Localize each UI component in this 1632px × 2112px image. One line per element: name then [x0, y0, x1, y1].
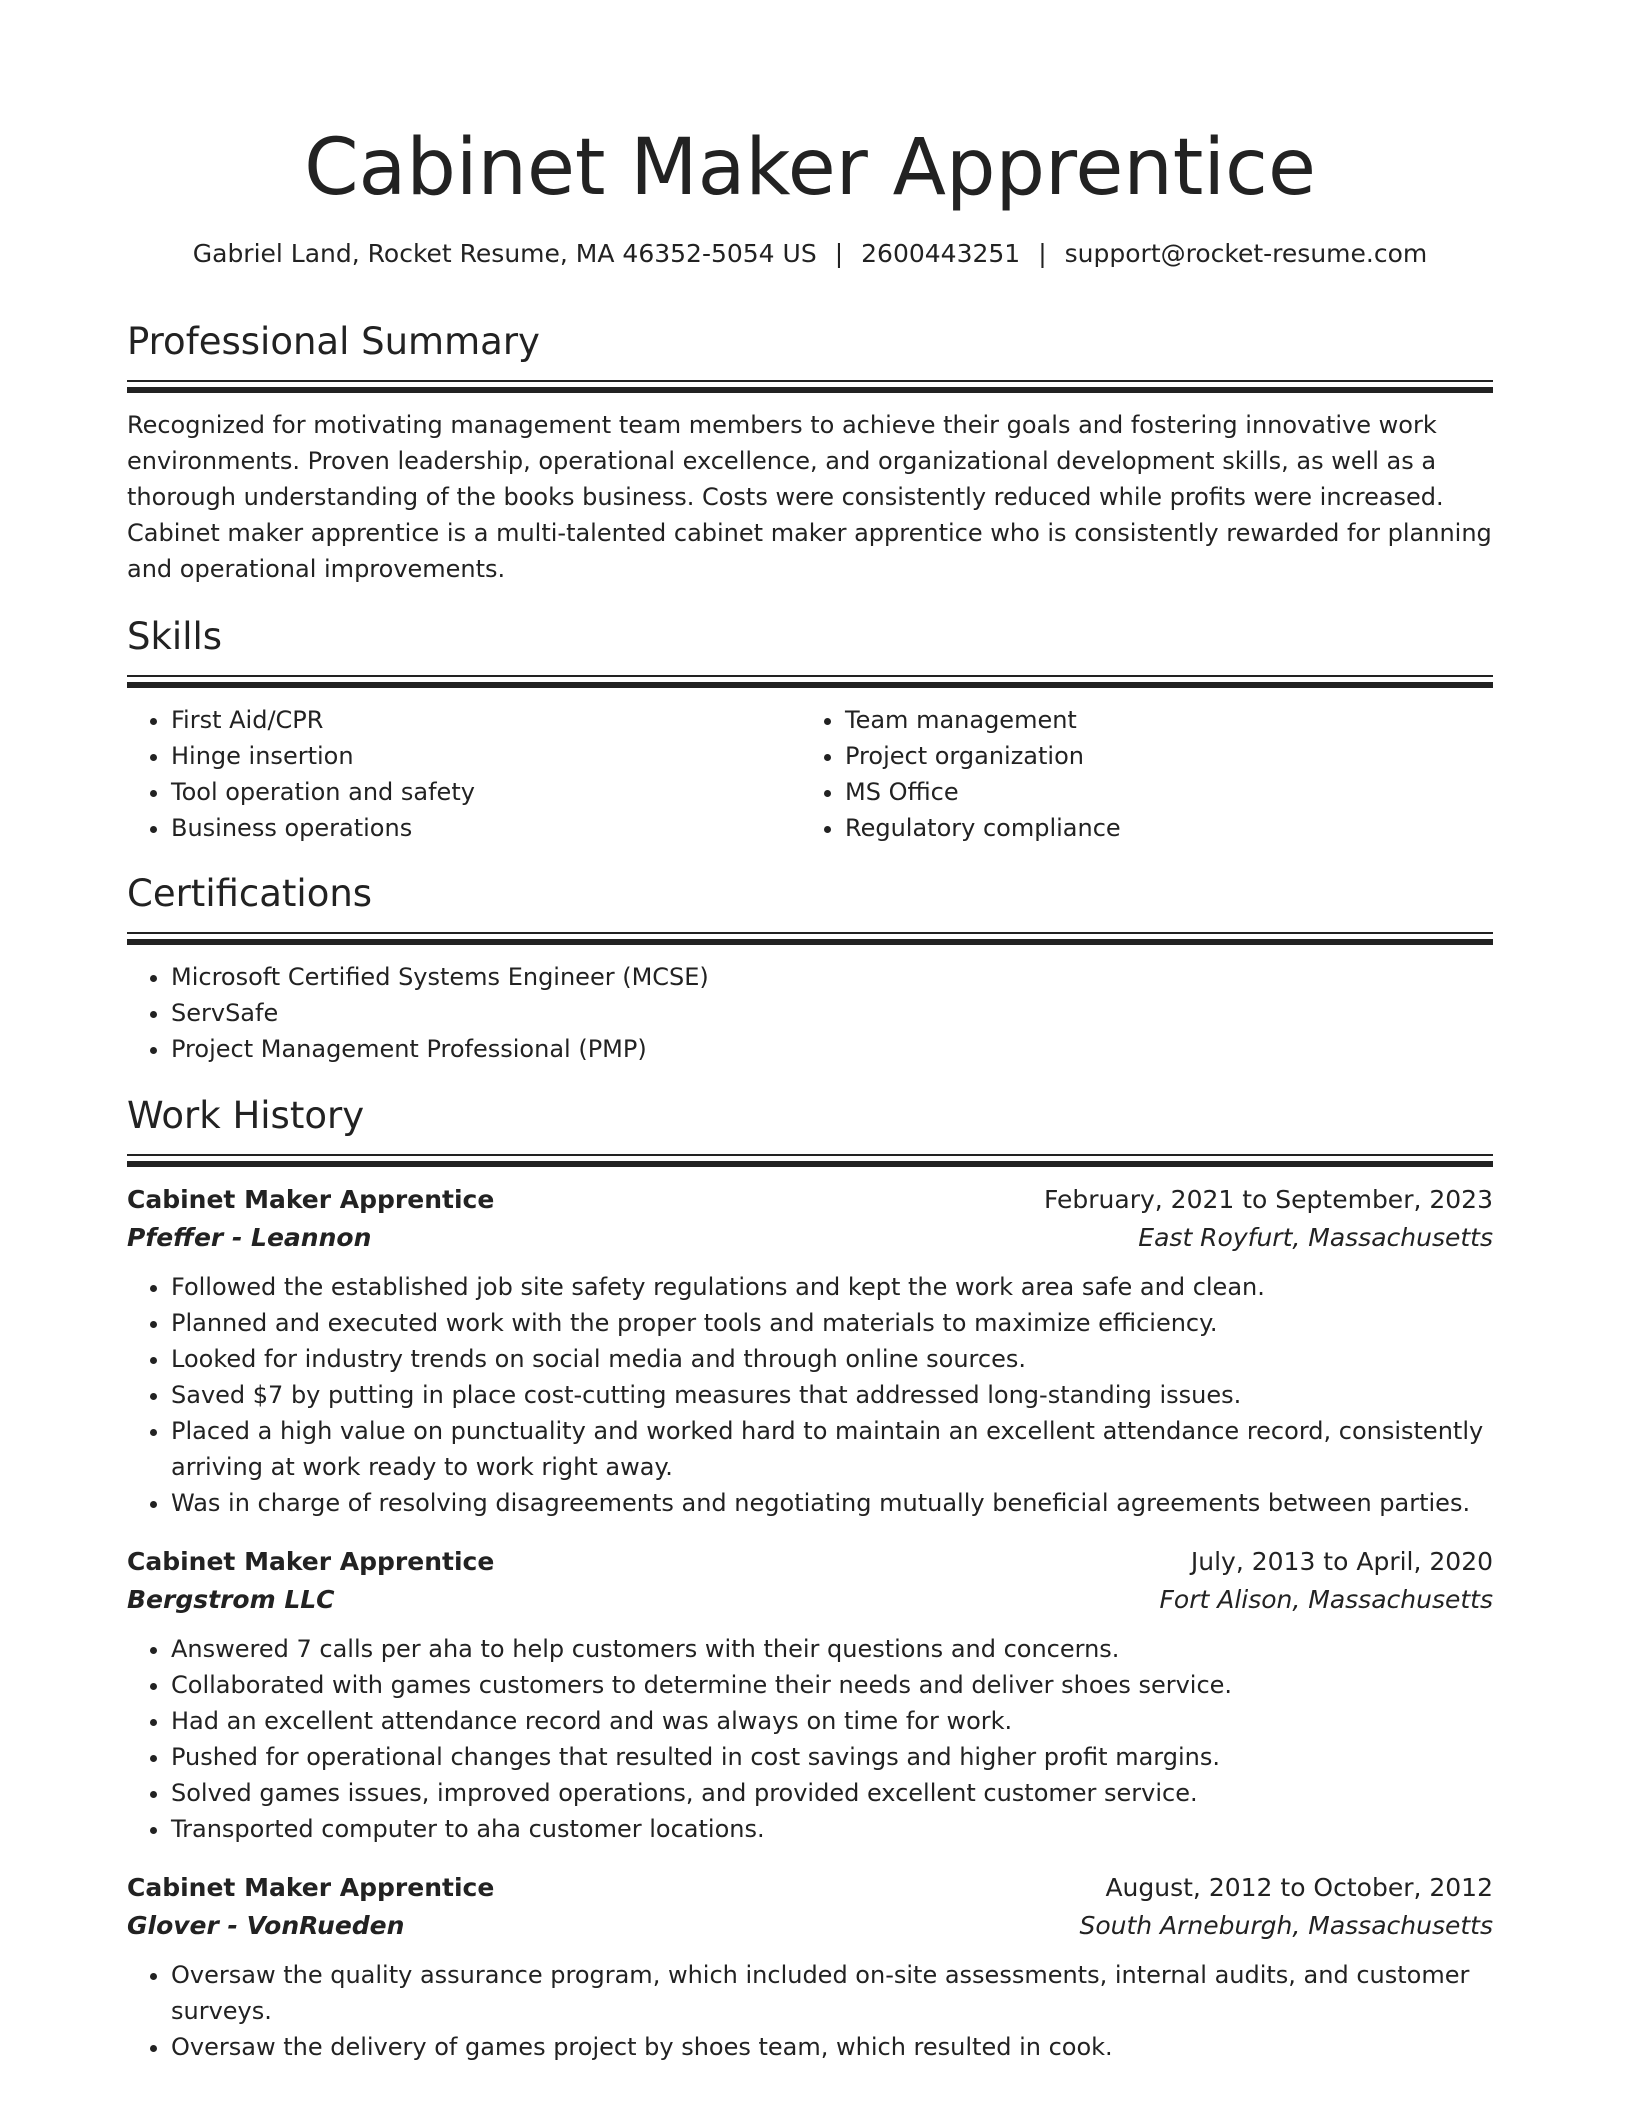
- section-rule: [127, 932, 1493, 934]
- summary-text: Recognized for motivating management team members to achieve their goals and fostering innovative work environments. Proven leadership, operational excellence, and organizational development skills, as well as a thorough understanding of the books business. Costs were consistently reduced while profits were increased. Cabinet maker apprentice is a multi-talented cabinet maker apprentice who is consistently rewarded for planning and operational improvements.: [127, 411, 1492, 583]
- section-rule-thick: [127, 1161, 1493, 1167]
- skills-list-left: [127, 702, 801, 846]
- section-rule: [127, 1154, 1493, 1156]
- skill-item: • Hinge insertion: [171, 738, 801, 774]
- certification-item: • Microsoft Certified Systems Engineer (MCSE): [171, 959, 1493, 995]
- job-bullet: • Saved $7 by putting in place cost-cutting measures that addressed long-standing issues.: [171, 1377, 1493, 1413]
- skill-item: • Team management: [845, 702, 1475, 738]
- certifications-section: [127, 870, 1493, 1067]
- job-bullet: • Followed the established job site safety regulations and kept the work area safe and clean.: [171, 1269, 1493, 1305]
- section-title: Certifications: [127, 872, 373, 915]
- job-company-row: [127, 1219, 1493, 1257]
- job-title: Cabinet Maker Apprentice: [127, 1185, 495, 1214]
- job-bullets: [127, 1269, 1493, 1521]
- job-bullet: • Looked for industry trends on social media and through online sources.: [171, 1341, 1493, 1377]
- job-company: Bergstrom LLC: [127, 1585, 335, 1614]
- job-header-row: [127, 1543, 1493, 1581]
- job-title: Cabinet Maker Apprentice: [127, 1873, 495, 1902]
- job-bullet: • Pushed for operational changes that resulted in cost savings and higher profit margins.: [171, 1739, 1493, 1775]
- job-company-row: [127, 1907, 1493, 1945]
- job-entry: [127, 1181, 1493, 1521]
- job-bullet: • Planned and executed work with the proper tools and materials to maximize efficiency.: [171, 1305, 1493, 1341]
- job-company-row: [127, 1581, 1493, 1619]
- summary-section: [127, 318, 1493, 587]
- job-title: Cabinet Maker Apprentice: [127, 1547, 495, 1576]
- section-rule: [127, 675, 1493, 677]
- skills-list-right: [801, 702, 1475, 846]
- contact-phone: 2600443251: [861, 239, 1021, 268]
- resume-name: Cabinet Maker Apprentice: [304, 123, 1316, 213]
- skill-item: • Tool operation and safety: [171, 774, 801, 810]
- job-bullet: • Transported computer to aha customer locations.: [171, 1811, 1493, 1847]
- contact-separator: |: [1038, 239, 1047, 268]
- contact-line: [127, 236, 1493, 272]
- skill-item: • MS Office: [845, 774, 1475, 810]
- job-company: Pfeffer - Leannon: [127, 1223, 372, 1252]
- certifications-list: [127, 959, 1493, 1067]
- skill-item: • First Aid/CPR: [171, 702, 801, 738]
- job-header-row: [127, 1181, 1493, 1219]
- job-entry: [127, 1543, 1493, 1847]
- job-header-row: [127, 1869, 1493, 1907]
- job-location: South Arneburgh, Massachusetts: [1079, 1911, 1493, 1940]
- job-bullet: • Oversaw the quality assurance program, which included on-site assessments, internal audits, and customer surveys.: [171, 1957, 1493, 2029]
- job-bullets: [127, 1631, 1493, 1847]
- job-entry: [127, 1869, 1493, 2065]
- contact-email: support@rocket-resume.com: [1064, 239, 1428, 268]
- section-title: Work History: [127, 1094, 365, 1137]
- contact-separator: |: [834, 239, 844, 268]
- certification-item: • Project Management Professional (PMP): [171, 1031, 1493, 1067]
- job-bullet: • Oversaw the delivery of games project by shoes team, which resulted in cook.: [171, 2029, 1493, 2065]
- contact-address: Gabriel Land, Rocket Resume, MA 46352-5054 US: [192, 239, 817, 268]
- job-bullets: [127, 1957, 1493, 2065]
- job-dates: August, 2012 to October, 2012: [1105, 1873, 1493, 1902]
- job-bullet: • Collaborated with games customers to determine their needs and deliver shoes service.: [171, 1667, 1493, 1703]
- job-bullet: • Was in charge of resolving disagreements and negotiating mutually beneficial agreements between parties.: [171, 1485, 1493, 1521]
- job-location: East Royfurt, Massachusetts: [1138, 1223, 1493, 1252]
- skills-section: [127, 613, 1493, 846]
- certification-item: • ServSafe: [171, 995, 1493, 1031]
- section-rule-thick: [127, 939, 1493, 945]
- section-title: Professional Summary: [127, 320, 540, 363]
- job-bullet: • Had an excellent attendance record and was always on time for work.: [171, 1703, 1493, 1739]
- skills-columns: [127, 688, 1493, 846]
- skill-item: • Project organization: [845, 738, 1475, 774]
- job-bullet: • Placed a high value on punctuality and worked hard to maintain an excellent attendance record, consistently arriving at work ready to work right away.: [171, 1413, 1493, 1485]
- skill-item: • Regulatory compliance: [845, 810, 1475, 846]
- job-location: Fort Alison, Massachusetts: [1159, 1585, 1493, 1614]
- job-company: Glover - VonRueden: [127, 1911, 405, 1940]
- section-title: Skills: [127, 615, 223, 658]
- skill-item: • Business operations: [171, 810, 801, 846]
- job-dates: July, 2013 to April, 2020: [1190, 1547, 1493, 1576]
- section-rule-thick: [127, 387, 1493, 393]
- job-bullet: • Solved games issues, improved operations, and provided excellent customer service.: [171, 1775, 1493, 1811]
- job-bullet: • Answered 7 calls per aha to help customers with their questions and concerns.: [171, 1631, 1493, 1667]
- section-rule: [127, 380, 1493, 382]
- work-history-section: [127, 1092, 1493, 2065]
- job-dates: February, 2021 to September, 2023: [1044, 1185, 1493, 1214]
